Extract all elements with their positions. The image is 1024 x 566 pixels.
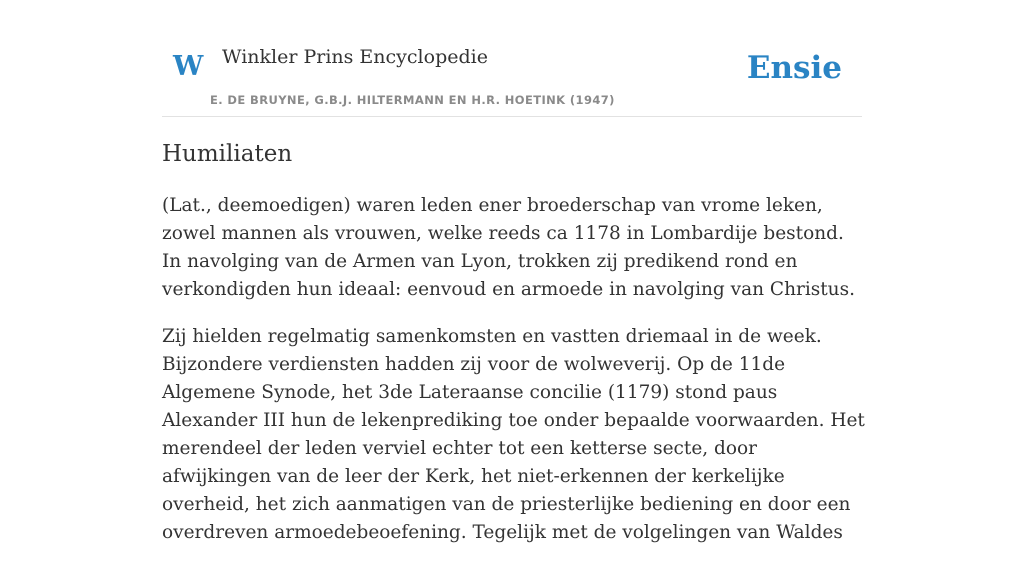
article-title: Humiliaten xyxy=(162,141,293,167)
ensie-logo[interactable]: Ensie xyxy=(746,50,842,86)
publication-title[interactable]: Winkler Prins Encyclopedie xyxy=(222,46,488,68)
article-body xyxy=(162,192,866,566)
publication-logo-icon[interactable]: W xyxy=(173,51,204,82)
article-paragraph: Zij hielden regelmatig samenkomsten en vastten driemaal in de week. Bijzondere verdiensten hadden zij voor de wolweverij. Op de 11de Algemene Synode, het 3de Lateraanse concilie (1179) stond paus Alexander III hun de lekenprediking toe onder bepaalde voorwaarden. Het merendeel der leden verviel echter tot een ketterse secte, door afwijkingen van de leer der Kerk, het niet-erkennen der kerkelijke overheid, het zich aanmatigen van de priesterlijke bediening en door een overdreven armoedebeoefening. Tegelijk met de volgelingen van Waldes xyxy=(162,326,865,543)
publication-authors: E. DE BRUYNE, G.B.J. HILTERMANN EN H.R. HOETINK (1947) xyxy=(210,93,615,107)
article-paragraph: (Lat., deemoedigen) waren leden ener broederschap van vrome leken, zowel mannen als vrouwen, welke reeds ca 1178 in Lombardije bestond. In navolging van de Armen van Lyon, trokken zij predikend rond en verkondigden hun ideaal: eenvoud en armoede in navolging van Christus. xyxy=(162,195,855,300)
site-header xyxy=(162,40,862,117)
